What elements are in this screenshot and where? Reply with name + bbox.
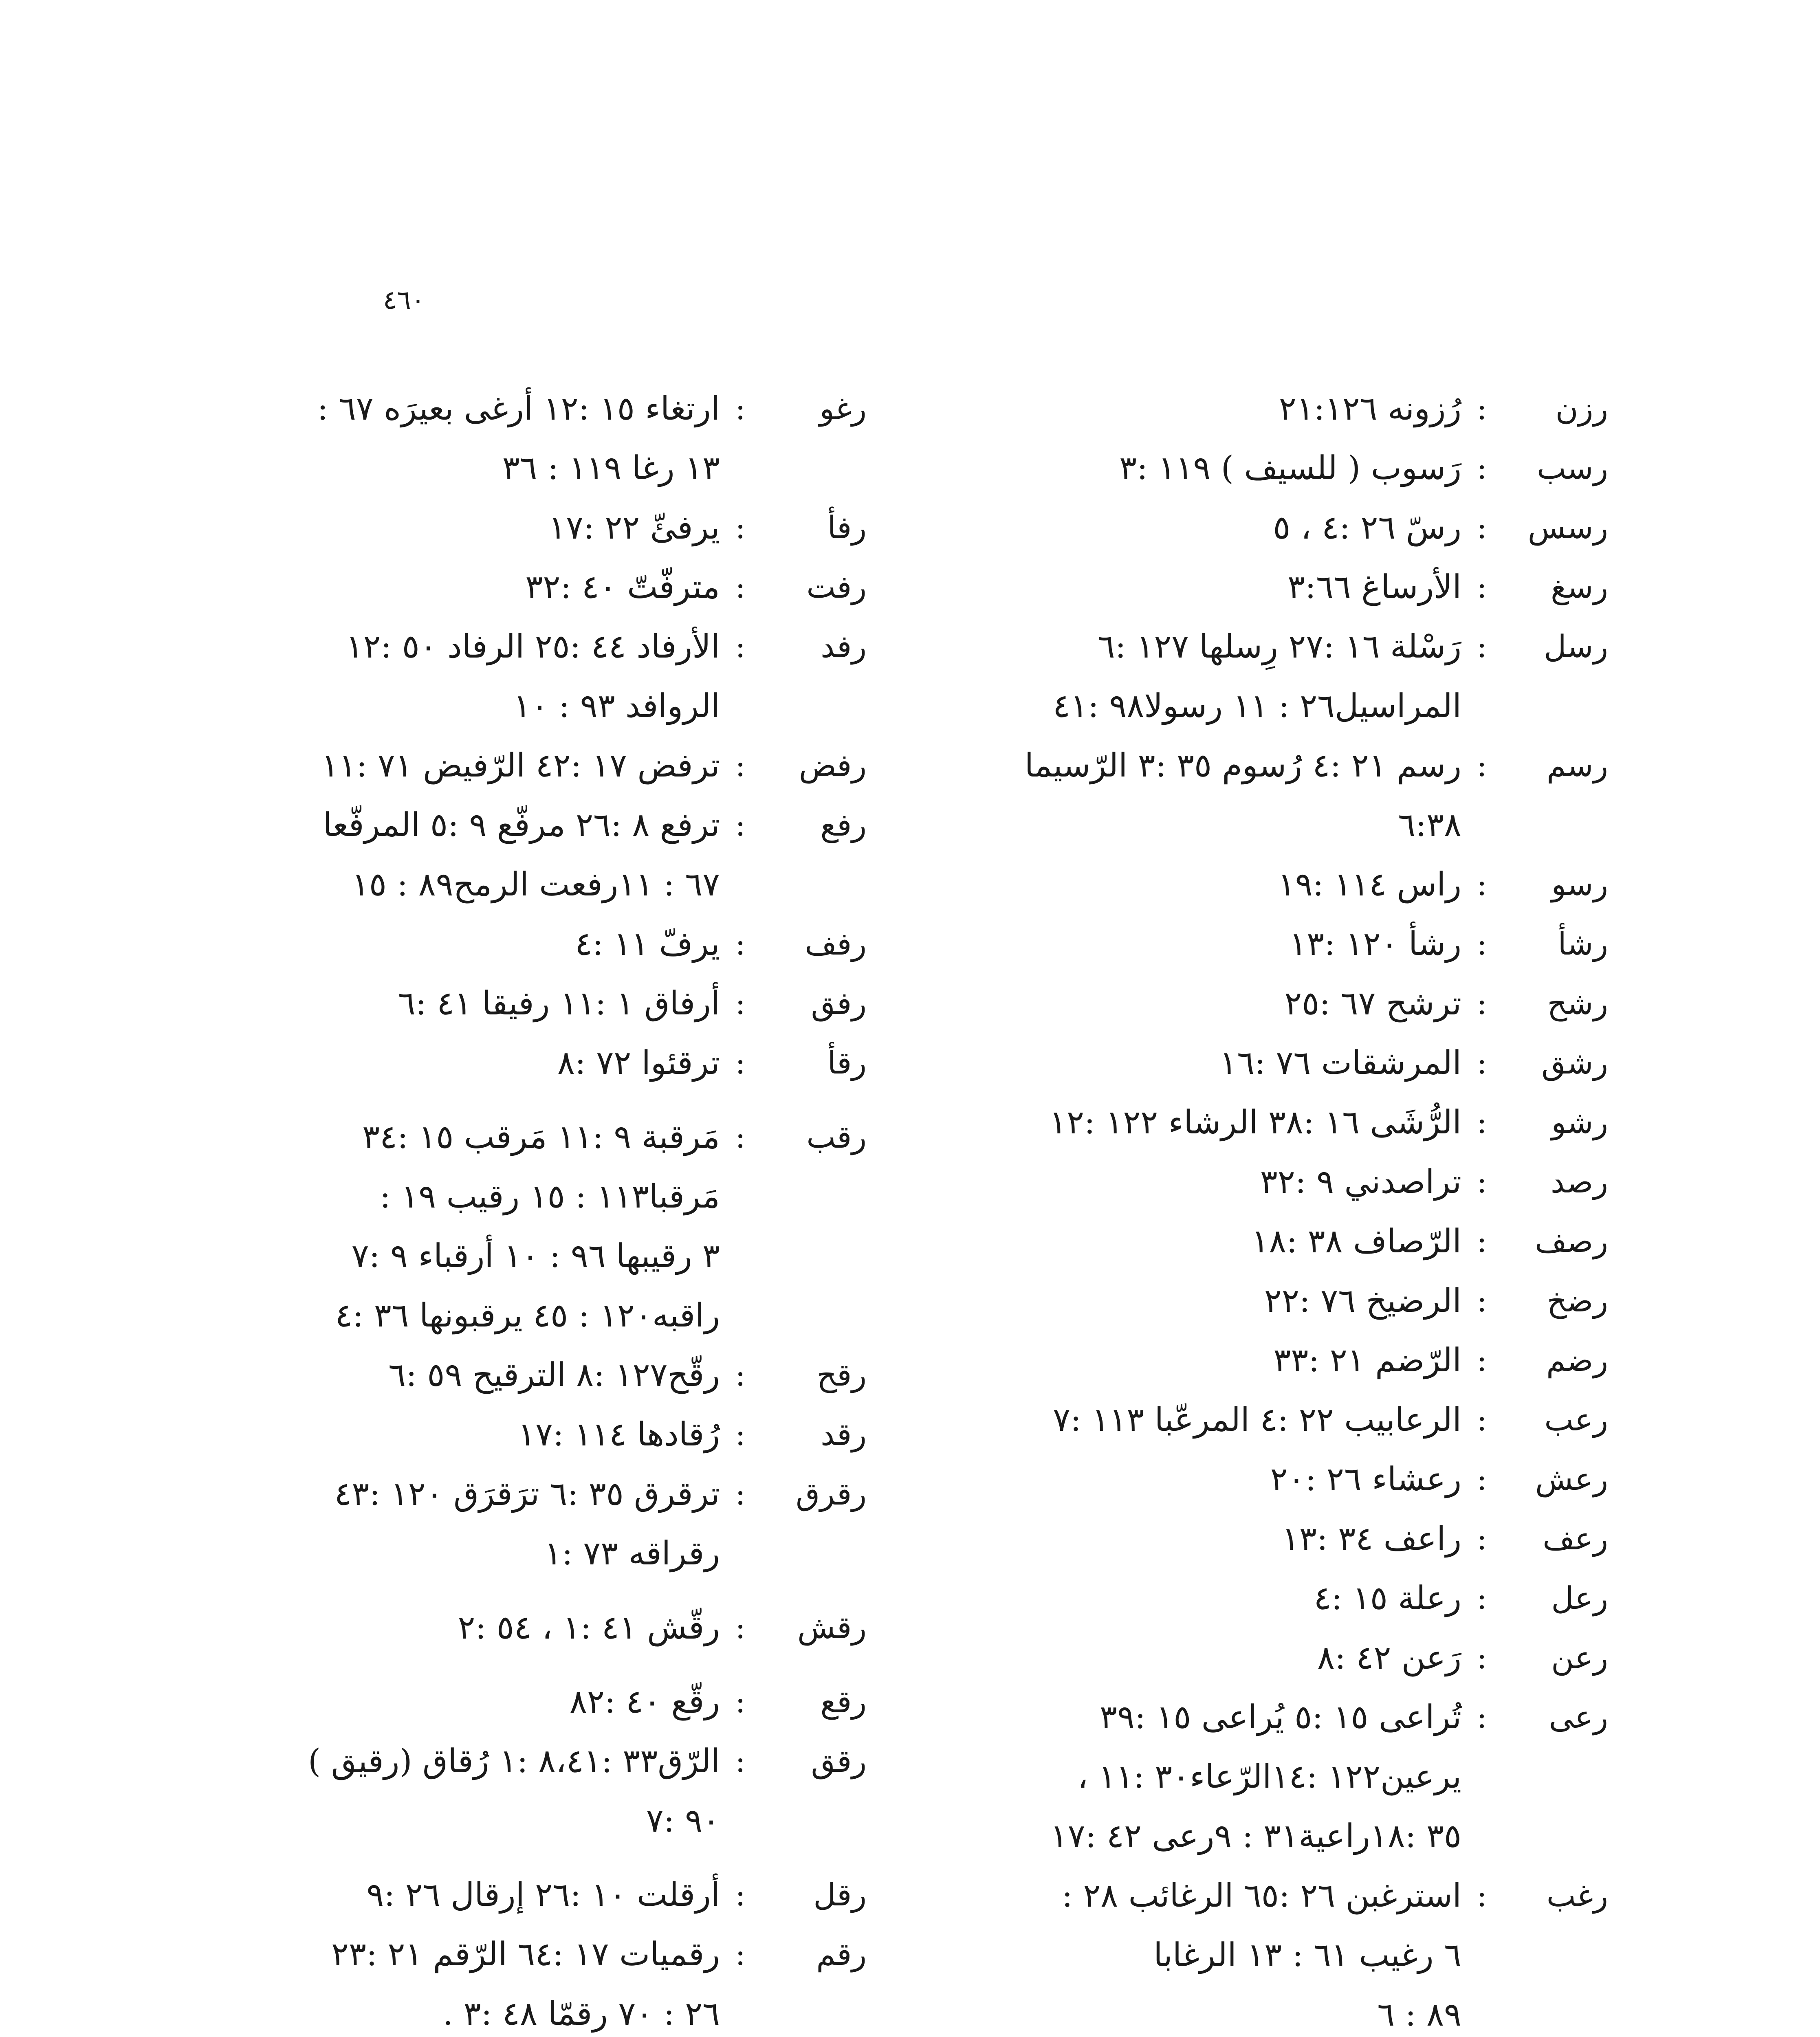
entry-separator: : xyxy=(1477,1639,1487,1676)
index-entry xyxy=(158,617,867,736)
reference-line: ترقرق ٣٥ :٦ ترَقرَق ١٢٠ :٤٣ xyxy=(334,1475,720,1513)
reference-line: ارتغاء ١٥ :١٢ أرغى بعيرَه ٦٧ : xyxy=(317,389,720,427)
entry-separator: : xyxy=(1477,450,1487,486)
reference-line: ٣٥ :١٨راعية٣١ : ٩رعى ٤٢ :١٧ xyxy=(1050,1817,1461,1855)
entry-root-word: رفع xyxy=(820,807,867,843)
entry-references xyxy=(158,1672,720,1731)
reference-line: ٨٩ : ٦ xyxy=(1377,1995,1461,2033)
reference-line: رُزونه ٢١:١٢٦ xyxy=(1279,389,1461,427)
entry-separator: : xyxy=(735,1119,746,1155)
reference-line: الرعابيب ٢٢ :٤ المرعّبا ١١٣ :٧ xyxy=(1053,1401,1461,1439)
entry-references xyxy=(158,379,720,498)
entry-root-word: رعف xyxy=(1543,1520,1608,1557)
reference-line: مترفّتّ ٤٠ :٣٢ xyxy=(525,568,720,606)
index-entry xyxy=(801,1509,1608,1568)
entry-references xyxy=(801,1331,1461,1390)
entry-separator: : xyxy=(1477,1104,1487,1140)
reference-line: رعشاء ٢٦ :٢٠ xyxy=(1270,1460,1461,1498)
entry-separator: : xyxy=(735,628,746,664)
entry-references xyxy=(158,1925,720,2037)
entry-root-word: رقق xyxy=(811,1743,867,1779)
entry-references xyxy=(801,1866,1461,2037)
reference-line: الروافد ٩٣ : ١٠ xyxy=(513,687,720,725)
reference-line: أرفاق ١ :١١ رفيقا ٤١ :٦ xyxy=(398,984,720,1022)
index-entry xyxy=(801,974,1608,1033)
entry-separator: : xyxy=(1477,1223,1487,1259)
entry-root-word: رقش xyxy=(797,1609,867,1645)
reference-line: ترفع ٨ :٢٦ مرفّع ٩ :٥ المرفّعا xyxy=(323,806,720,844)
index-entry xyxy=(158,1925,867,2037)
entry-references xyxy=(801,1628,1461,1687)
index-entry xyxy=(158,379,867,498)
entry-references xyxy=(801,617,1461,736)
entry-references xyxy=(158,557,720,617)
reference-line: ترشح ٦٧ :٢٥ xyxy=(1284,984,1461,1022)
entry-references xyxy=(801,1152,1461,1212)
index-entry xyxy=(801,379,1608,438)
entry-references xyxy=(158,1865,720,1925)
entry-root-word: رقح xyxy=(816,1357,867,1393)
index-entry xyxy=(801,736,1608,855)
reference-line: مَرقبا١١٣ : ١٥ رقيب ١٩ : xyxy=(379,1177,720,1215)
entry-root-word: رغو xyxy=(819,390,867,427)
entry-separator: : xyxy=(735,1683,746,1720)
index-entry xyxy=(801,1331,1608,1390)
reference-line: الرضيخ ٧٦ :٢٢ xyxy=(1264,1282,1461,1320)
entry-references xyxy=(801,1687,1461,1866)
entry-references xyxy=(158,974,720,1033)
index-entry xyxy=(801,1628,1608,1687)
entry-root-word: رشح xyxy=(1547,985,1608,1021)
index-entry xyxy=(801,438,1608,498)
entry-root-word: رشأ xyxy=(1558,926,1608,962)
entry-references xyxy=(158,498,720,557)
index-entry xyxy=(158,1405,867,1464)
reference-line: راس ١١٤ :١٩ xyxy=(1277,865,1461,903)
reference-line: رعلة ١٥ :٤ xyxy=(1314,1579,1461,1617)
entry-root-word: رشو xyxy=(1551,1104,1608,1140)
index-entry xyxy=(801,1212,1608,1271)
entry-separator: : xyxy=(735,569,746,605)
reference-line: رقّح١٢٧ :٨ الترقيح ٥٩ :٦ xyxy=(388,1356,720,1394)
entry-references xyxy=(801,557,1461,617)
index-entry xyxy=(158,1598,867,1657)
entry-separator: : xyxy=(1477,569,1487,605)
entry-separator: : xyxy=(735,985,746,1021)
entry-root-word: رفت xyxy=(806,569,867,605)
index-entry xyxy=(158,736,867,795)
entry-separator: : xyxy=(1477,1461,1487,1497)
entry-separator: : xyxy=(735,1609,746,1645)
index-column-right xyxy=(801,379,1608,2037)
entry-separator: : xyxy=(1477,1282,1487,1319)
entry-root-word: رسغ xyxy=(1551,569,1608,605)
index-entry xyxy=(158,1865,867,1925)
entry-references xyxy=(801,1568,1461,1628)
reference-line: ٦:٣٨ xyxy=(1398,806,1461,844)
reference-line: مَرقبة ٩ :١١ مَرقب ١٥ :٣٤ xyxy=(362,1118,720,1156)
index-entry xyxy=(801,1450,1608,1509)
entry-references xyxy=(801,1390,1461,1450)
entry-separator: : xyxy=(735,1743,746,1779)
index-entry xyxy=(158,795,867,914)
index-entry xyxy=(801,855,1608,914)
entry-references xyxy=(158,1731,720,1850)
entry-separator: : xyxy=(1477,390,1487,427)
entry-separator: : xyxy=(735,807,746,843)
reference-line: استرغبن ٢٦ :٦٥ الرغائب ٢٨ : xyxy=(1061,1876,1461,1914)
entry-separator: : xyxy=(1477,747,1487,783)
entry-references xyxy=(801,438,1461,498)
entry-root-word: رعش xyxy=(1535,1461,1608,1497)
index-entry xyxy=(158,498,867,557)
reference-line: أرقلت ١٠ :٢٦ إرقال ٢٦ :٩ xyxy=(366,1876,720,1914)
entry-references xyxy=(158,1033,720,1093)
entry-separator: : xyxy=(1477,926,1487,962)
entry-root-word: رفأ xyxy=(827,509,867,546)
index-entry xyxy=(801,1093,1608,1152)
entry-separator: : xyxy=(735,509,746,546)
entry-references xyxy=(158,1405,720,1464)
entry-separator: : xyxy=(1477,1342,1487,1378)
entry-root-word: رصف xyxy=(1535,1223,1608,1259)
entry-references xyxy=(158,1464,720,1583)
entry-root-word: رعى xyxy=(1549,1699,1608,1735)
index-entry xyxy=(801,1866,1608,2037)
reference-line: رَسوب ( للسيف ) ١١٩ :٣ xyxy=(1119,449,1461,487)
reference-line: رقّش ٤١ :١ ، ٥٤ :٢ xyxy=(458,1608,720,1646)
index-entry xyxy=(158,1731,867,1850)
entry-separator: : xyxy=(1477,985,1487,1021)
entry-references xyxy=(801,1271,1461,1331)
entry-references xyxy=(158,1107,720,1345)
entry-root-word: رزن xyxy=(1555,390,1608,427)
entry-root-word: رشق xyxy=(1541,1045,1608,1081)
entry-root-word: رقم xyxy=(816,1936,867,1972)
index-entry xyxy=(801,1390,1608,1450)
reference-line: تراصدني ٩ :٣٢ xyxy=(1260,1163,1461,1201)
index-entry xyxy=(801,498,1608,557)
entry-root-word: رقأ xyxy=(827,1045,867,1081)
index-column-left xyxy=(158,379,867,2037)
entry-references xyxy=(801,1509,1461,1568)
entry-references xyxy=(158,736,720,795)
entry-separator: : xyxy=(1477,628,1487,664)
index-entry xyxy=(158,1464,867,1583)
entry-separator: : xyxy=(735,1476,746,1512)
entry-separator: : xyxy=(1477,1401,1487,1438)
entry-root-word: رقع xyxy=(820,1683,867,1720)
reference-line: رُقادها ١١٤ :١٧ xyxy=(517,1415,720,1453)
entry-separator: : xyxy=(735,1045,746,1081)
reference-line: ٦٧ : ١١رفعت الرمح٨٩ : ١٥ xyxy=(351,865,720,903)
entry-separator: : xyxy=(735,390,746,427)
entry-root-word: رضم xyxy=(1546,1342,1608,1378)
page-number: ٤٦٠ xyxy=(383,285,425,315)
entry-references xyxy=(801,855,1461,914)
entry-root-word: رعب xyxy=(1544,1401,1608,1438)
index-entry xyxy=(158,914,867,974)
index-entry xyxy=(801,1152,1608,1212)
entry-references xyxy=(801,498,1461,557)
reference-line: ٣ رقيبها ٩٦ : ١٠ أرقباء ٩ :٧ xyxy=(351,1237,720,1275)
index-entry xyxy=(801,1033,1608,1093)
entry-references xyxy=(801,914,1461,974)
entry-root-word: رفض xyxy=(799,747,867,783)
reference-line: ترقئوا ٧٢ :٨ xyxy=(557,1044,720,1082)
entry-references xyxy=(801,736,1461,855)
entry-separator: : xyxy=(735,1357,746,1393)
reference-line: رقّع ٤٠ :٨٢ xyxy=(569,1683,720,1720)
entry-separator: : xyxy=(735,1416,746,1452)
entry-root-word: رفق xyxy=(811,985,867,1021)
entry-references xyxy=(158,914,720,974)
reference-line: ترفض ١٧ :٤٢ الرّفيض ٧١ :١١ xyxy=(321,746,720,784)
entry-root-word: رصد xyxy=(1550,1164,1608,1200)
entry-references xyxy=(158,795,720,914)
entry-root-word: رقد xyxy=(821,1416,867,1452)
index-entry xyxy=(158,557,867,617)
index-entry xyxy=(801,557,1608,617)
entry-references xyxy=(801,1212,1461,1271)
index-entry xyxy=(158,1033,867,1093)
index-entry xyxy=(801,914,1608,974)
reference-line: الأرفاد ٤٤ :٢٥ الرفاد ٥٠ :١٢ xyxy=(346,627,720,665)
entry-references xyxy=(801,1033,1461,1093)
reference-line: الرّضم ٢١ :٣٣ xyxy=(1273,1341,1461,1379)
reference-line: الرّصاف ٣٨ :١٨ xyxy=(1251,1222,1461,1260)
entry-separator: : xyxy=(1477,1580,1487,1616)
entry-separator: : xyxy=(735,1936,746,1972)
entry-root-word: رسل xyxy=(1544,628,1608,664)
entry-separator: : xyxy=(1477,1164,1487,1200)
reference-line: راعف ٣٤ :١٣ xyxy=(1281,1520,1461,1557)
reference-line: يرفئّ ٢٢ :١٧ xyxy=(548,508,720,546)
entry-root-word: رغب xyxy=(1546,1877,1608,1914)
entry-references xyxy=(158,617,720,736)
reference-line: تُراعى ١٥ :٥ يُراعى ١٥ :٣٩ xyxy=(1100,1698,1461,1736)
entry-root-word: رعل xyxy=(1551,1580,1608,1616)
reference-line: ٢٦ : ٧٠ رقمّا ٤٨ :٣ . xyxy=(442,1995,720,2033)
reference-line: رشأ ١٢٠ :١٣ xyxy=(1289,925,1461,963)
index-entry xyxy=(801,617,1608,736)
index-entry xyxy=(158,1345,867,1405)
reference-line: رَعن ٤٢ :٨ xyxy=(1317,1639,1461,1676)
index-entry xyxy=(801,1687,1608,1866)
entry-root-word: رفف xyxy=(805,926,867,962)
reference-line: رَسْلة ١٦ :٢٧ رِسلها ١٢٧ :٦ xyxy=(1097,627,1461,665)
entry-references xyxy=(801,1450,1461,1509)
entry-separator: : xyxy=(735,1876,746,1913)
index-entry xyxy=(158,1672,867,1731)
reference-line: رقميات ١٧ :٦٤ الرّقم ٢١ :٢٣ xyxy=(331,1935,720,1973)
reference-line: رسّ ٢٦ :٤ ، ٥ xyxy=(1273,508,1461,546)
entry-separator: : xyxy=(1477,1699,1487,1735)
entry-root-word: رضخ xyxy=(1547,1282,1608,1319)
entry-root-word: رسس xyxy=(1527,509,1608,546)
reference-line: الرُّشَى ١٦ :٣٨ الرشاء ١٢٢ :١٢ xyxy=(1049,1103,1461,1141)
index-entry xyxy=(801,1568,1608,1628)
index-entry xyxy=(801,1271,1608,1331)
reference-line: ٩٠ :٧ xyxy=(646,1802,720,1839)
entry-root-word: رفد xyxy=(821,628,867,664)
index-entry xyxy=(158,974,867,1033)
reference-line: ١٣ رغا ١١٩ : ٣٦ xyxy=(502,449,720,487)
entry-references xyxy=(801,1093,1461,1152)
entry-references xyxy=(158,1345,720,1405)
reference-line: رقراقه ٧٣ :١ xyxy=(544,1534,720,1572)
reference-line: يرعين١٢٢ :١٤الرّعاء٣٠ :١١ ، xyxy=(1077,1758,1461,1795)
reference-line: المراسيل٢٦ : ١١ رسولا٩٨ :٤١ xyxy=(1053,687,1461,725)
entry-root-word: رقرق xyxy=(796,1476,867,1512)
entry-references xyxy=(801,379,1461,438)
entry-references xyxy=(801,974,1461,1033)
entry-separator: : xyxy=(735,747,746,783)
entry-root-word: رسم xyxy=(1547,747,1608,783)
reference-line: راقبه١٢٠ : ٤٥ يرقبونها ٣٦ :٤ xyxy=(335,1296,720,1334)
reference-line: الرّق٣٣ :٨،٤١ :١ رُقاق (رقيق ) xyxy=(308,1742,720,1780)
reference-line: يرفّ ١١ :٤ xyxy=(574,925,720,963)
entry-separator: : xyxy=(1477,1877,1487,1914)
entry-separator: : xyxy=(1477,1045,1487,1081)
entry-root-word: رسب xyxy=(1536,450,1608,486)
entry-separator: : xyxy=(1477,866,1487,902)
entry-separator: : xyxy=(1477,509,1487,546)
entry-references xyxy=(158,1598,720,1657)
entry-root-word: رعن xyxy=(1551,1639,1608,1676)
entry-separator: : xyxy=(1477,1520,1487,1557)
reference-line: المرشقات ٧٦ :١٦ xyxy=(1219,1044,1461,1082)
entry-root-word: رقب xyxy=(806,1119,867,1155)
entry-separator: : xyxy=(735,926,746,962)
entry-root-word: رسو xyxy=(1551,866,1608,902)
reference-line: الأرساغ ٣:٦٦ xyxy=(1287,568,1461,606)
entry-root-word: رقل xyxy=(813,1876,867,1913)
reference-line: رسم ٢١ :٤ رُسوم ٣٥ :٣ الرّسيما xyxy=(1024,746,1461,784)
reference-line: ٦ رغيب ٦١ : ١٣ الرغابا xyxy=(1153,1936,1461,1974)
index-entry xyxy=(158,1107,867,1345)
